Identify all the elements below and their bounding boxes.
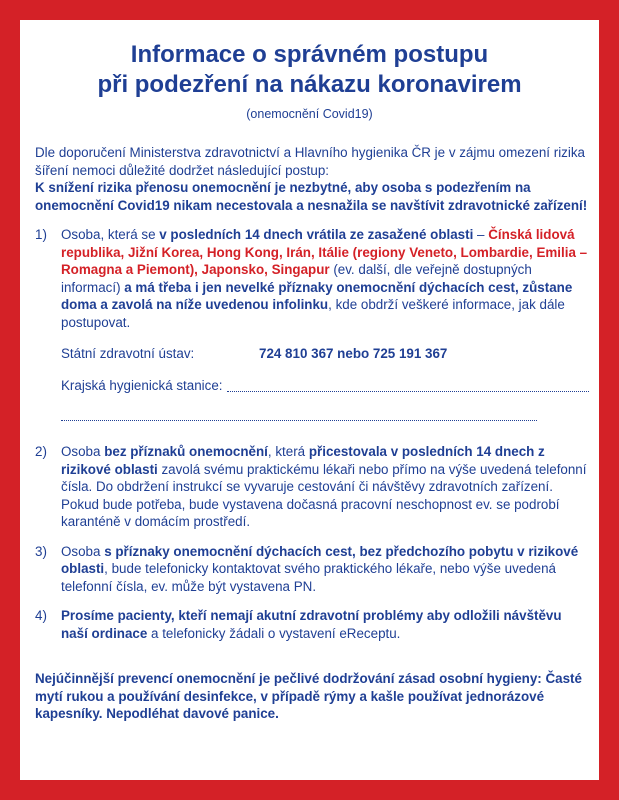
khs-fill-line <box>227 377 589 392</box>
item-text <box>61 607 589 642</box>
contact-szu <box>61 345 589 363</box>
item-number: 1) <box>35 227 47 242</box>
item-number: 4) <box>35 608 47 623</box>
hygiene-notice: Nejúčinnější prevencí onemocnění je pečlivé dodržování zásad osobní hygieny: Časté mytí rukou a používání desinfekce, v případě rýmy a kašle používat jednorázové kapesníky. Nepodléhat davové panice. <box>35 671 582 721</box>
item-3-bold-1: s příznaky onemocnění dýchacích cest, bez předchozího pobytu v rizikové oblasti <box>61 543 579 576</box>
item-1-text-3: (ev. další, dle veřejně dostupných informací) <box>61 262 532 295</box>
list-item-2 <box>35 443 589 531</box>
item-4-text-1: a telefonicky žádali o vystavení eReceptu. <box>147 625 401 641</box>
item-2-text-2: , která <box>267 444 309 459</box>
item-2-bold-1: bez příznaků onemocnění <box>104 444 268 459</box>
list-item-3 <box>35 543 589 596</box>
item-number: 3) <box>35 543 47 559</box>
content <box>35 144 589 723</box>
item-2-bold-2: přicestovala v posledních 14 dnech z rizikové oblasti <box>61 444 545 477</box>
poster <box>20 20 599 780</box>
item-1-text-4: , kde obdrží veškeré informace, jak dále postupovat. <box>61 297 565 330</box>
khs-label: Krajská hygienická stanice: <box>61 377 223 393</box>
item-1-bold-1: v posledních 14 dnech vrátila ze zasažené oblasti <box>159 227 474 242</box>
contact-khs <box>61 377 589 395</box>
title-line-2: při podezření na nákazu koronavirem <box>97 71 522 98</box>
item-1-countries: Čínská lidová republika, Jižní Korea, Hong Kong, Irán, Itálie (regiony Veneto, Lombardie, Emilia – Romagna a Piemont), Japonsko, Singapur <box>61 227 588 277</box>
item-text <box>61 226 589 331</box>
item-2-text-3: zavolá svému praktickému lékaři nebo přímo na výše uvedená telefonní čísla. Do obdržení instrukcí se vyvaruje cestování či návštěvy zdravotních zařízení. Pokud bude potřeba, bude vystavena dočasná pracovní neschopnost ev. se podrobí karanténě v domácím prostředí. <box>61 461 587 529</box>
list-item-1 <box>35 226 589 331</box>
szu-phone: 724 810 367 nebo 725 191 367 <box>259 346 448 361</box>
item-2-text-1: Osoba <box>61 444 105 459</box>
item-text <box>61 543 589 596</box>
item-3-text-1: Osoba <box>61 543 105 559</box>
list-item-4 <box>35 607 589 642</box>
item-1-bold-2: a má třeba i jen nevelké příznaky onemocnění dýchacích cest, zůstane doma a zavolá na níže uvedenou infolinku <box>61 279 573 312</box>
title-line-1: Informace o správném postupu <box>130 41 489 68</box>
item-text <box>61 443 589 531</box>
intro-text <box>35 144 589 214</box>
item-number: 2) <box>35 444 47 459</box>
page-title <box>20 40 599 100</box>
intro-bold: K snížení rizika přenosu onemocnění je nezbytné, aby osoba s podezřením na onemocnění Covid19 nikam necestovala a nesnažila se navštívit zdravotnické zařízení! <box>35 180 588 213</box>
item-3-text-2: , bude telefonicky kontaktovat svého praktického lékaře, nebo výše uvedená telefonní čísla, ev. může být vystavena PN. <box>61 561 556 594</box>
subtitle: (onemocnění Covid19) <box>246 107 373 121</box>
khs-fill-line-2 <box>61 406 537 421</box>
item-1-text-1: Osoba, která se <box>61 227 160 242</box>
szu-label: Státní zdravotní ústav: <box>61 346 195 361</box>
item-4-bold-1: Prosíme pacienty, kteří nemají akutní zdravotní problémy aby odložili návštěvu naší ordinace <box>61 608 562 641</box>
intro-plain: Dle doporučení Ministerstva zdravotnictví a Hlavního hygienika ČR je v zájmu omezení rizika šíření nemoci důležité dodržet následující postup: <box>35 145 585 178</box>
item-1-text-2: – <box>473 227 489 242</box>
